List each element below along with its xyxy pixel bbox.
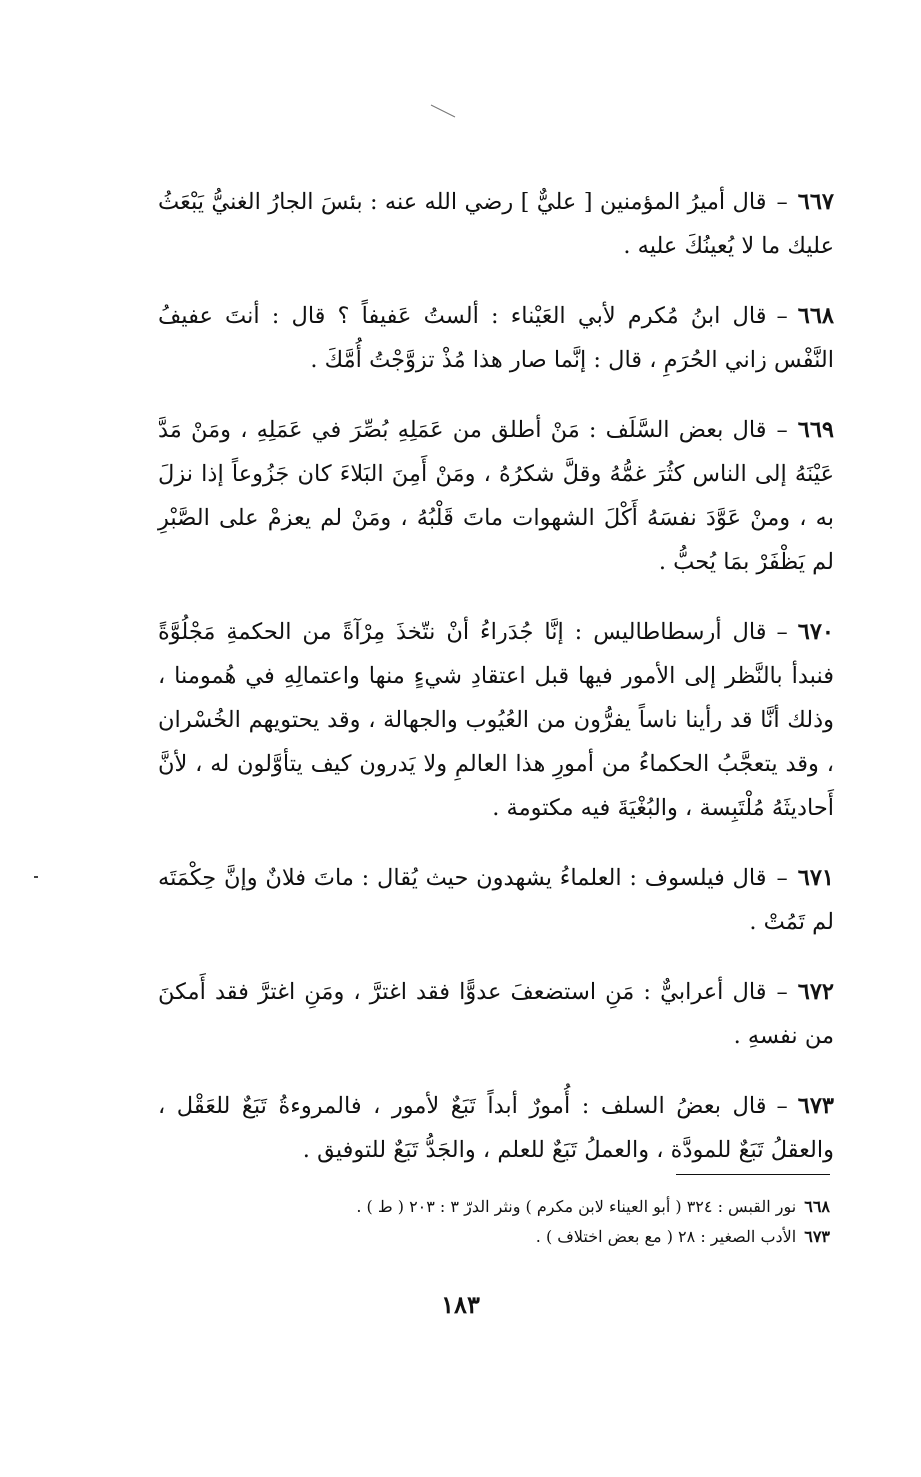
entry-number: ٦٧١: [797, 865, 834, 891]
entry-670: [158, 610, 834, 830]
entry-dash: –: [776, 417, 788, 443]
entry-text: قال فيلسوف : العلماءُ يشهدون حيث يُقال : ماتَ فلانٌ وإنَّ حِكْمَتَه لم تَمُتْ .: [158, 865, 834, 935]
footnote-number: ٦٦٨: [804, 1197, 830, 1216]
footnote-divider: [676, 1174, 830, 1175]
entry-text: قال أرسطاطاليس : إنَّا جُدَراءُ أنْ نتّخذَ مِرْآةً من الحكمةِ مَجْلُوَّةً فنبدأ بالنَّظر إلى الأمور فيها قبل اعتقادِ شيءٍ منها واعتمالِهِ في هُمومنا ، وذلك أنَّا قد رأينا ناساً يفرُّون من العُيُوب والجهالة ، وقد يحتويهم الخُسْران ، وقد يتعجَّبُ الحكماءُ من أمورِ هذا العالمِ ولا يَدرون كيف يتأوَّلون له ، لأنَّ أَحاديثَهُ مُلْتَبِسة ، والبُغْيَةَ فيه مكتومة .: [158, 619, 834, 821]
entry-dash: –: [776, 1093, 788, 1119]
entry-dash: –: [776, 979, 788, 1005]
entry-text: قال بعضُ السلف : أُمورٌ أبداً تَبَعٌ لأمور ، فالمروءةُ تَبَعٌ للعَقْل ، والعقلُ تَبَعٌ للمودَّة ، والعملُ تَبَعٌ للعلم ، والجَدُّ تَبَعٌ للتوفيق .: [158, 1093, 834, 1163]
entry-668: [158, 294, 834, 382]
entries-block: [158, 180, 834, 1198]
entry-dash: –: [776, 303, 788, 329]
entry-text: قال أعرابيٌّ : مَنِ استضعفَ عدوًّا فقد اغترَّ ، ومَنِ اغترَّ فقد أَمكنَ من نفسهِ .: [158, 979, 834, 1049]
entry-number: ٦٦٧: [797, 189, 834, 215]
entry-669: [158, 408, 834, 584]
entry-number: ٦٦٨: [797, 303, 834, 329]
entry-number: ٦٦٩: [797, 417, 834, 443]
entry-671: [158, 856, 834, 944]
footnote-673: [158, 1222, 830, 1252]
entry-number: ٦٧٢: [797, 979, 834, 1005]
page-number: ١٨٣: [441, 1290, 480, 1319]
entry-text: قال أميرُ المؤمنين [ عليٌّ ] رضي الله عنه : بئسَ الجارُ الغنيُّ يَبْعَثُ عليك ما لا يُعينُكَ عليه .: [158, 189, 834, 259]
entry-dash: –: [776, 619, 788, 645]
entry-number: ٦٧٣: [797, 1093, 834, 1119]
footnotes: [158, 1192, 830, 1252]
entry-dash: –: [776, 865, 788, 891]
entry-667: [158, 180, 834, 268]
footnote-number: ٦٧٣: [804, 1227, 830, 1246]
entry-text: قال ابنُ مُكرم لأبي العَيْناء : ألستُ عَفيفاً ؟ قال : أنتَ عفيفُ النَّفْس زاني الحُرَمِ ، قال : إنَّما صار هذا مُذْ تزوَّجْتُ أُمَّكَ .: [158, 303, 834, 373]
entry-text: قال بعض السَّلَف : مَنْ أطلق من عَمَلِهِ بُصِّرَ في عَمَلِهِ ، ومَنْ مَدَّ عَيْنَهُ إلى الناس كثُرَ غمُّهُ وقلَّ شكرُهُ ، ومَنْ أَمِنَ البَلاءَ كان جَزُوعاً إذا نزلَ به ، ومنْ عَوَّدَ نفسَهُ أَكْلَ الشهوات ماتَ قَلْبُهُ ، ومَنْ لم يعزمْ على الصَّبْرِ لم يَظْفَرْ بمَا يُحبُّ .: [158, 417, 834, 575]
entry-dash: –: [776, 189, 788, 215]
entry-number: ٦٧٠: [797, 619, 834, 645]
margin-dot: [34, 876, 38, 878]
stray-pen-mark: [430, 104, 456, 118]
entry-673: [158, 1084, 834, 1172]
entry-672: [158, 970, 834, 1058]
footnote-text: الأدب الصغير : ٢٨ ( مع بعض اختلاف ) .: [535, 1227, 797, 1246]
footnote-text: نور القبس : ٣٢٤ ( أبو العيناء لابن مكرم ) ونثر الدرّ ٣ : ٢٠٣ ( ط ) .: [356, 1197, 797, 1216]
footnote-668: [158, 1192, 830, 1222]
